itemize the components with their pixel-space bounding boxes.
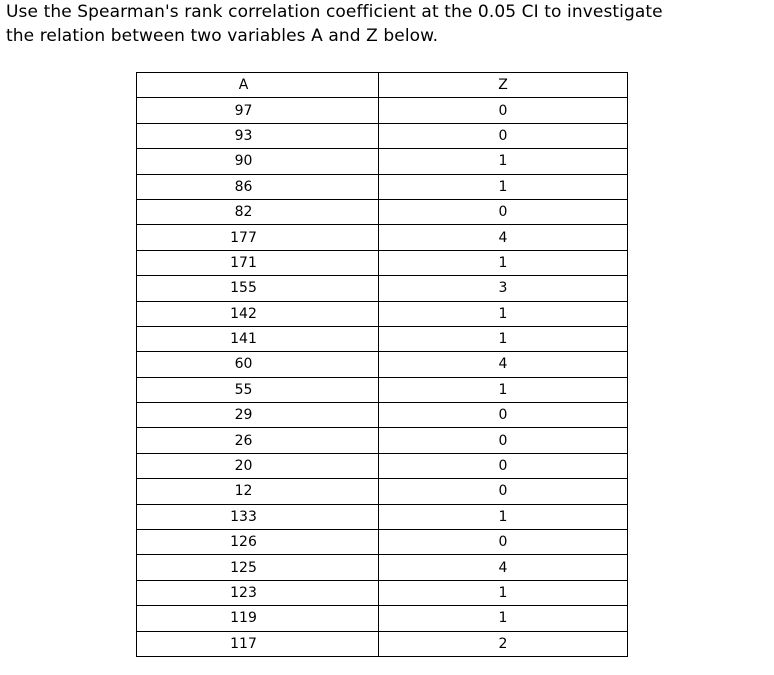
table-header-row (137, 73, 628, 98)
cell-a: 119 (137, 606, 379, 631)
cell-a: 117 (137, 631, 379, 656)
cell-a: 141 (137, 326, 379, 351)
question-line-2: the relation between two variables A and Z below. (6, 26, 439, 46)
table-row (137, 428, 628, 453)
question-line-1: Use the Spearman's rank correlation coefficient at the 0.05 CI to investigate (6, 2, 663, 22)
cell-a: 155 (137, 276, 379, 301)
cell-a: 55 (137, 377, 379, 402)
cell-z: 1 (379, 174, 628, 199)
cell-z: 1 (379, 580, 628, 605)
cell-a: 26 (137, 428, 379, 453)
table-row (137, 98, 628, 123)
table-row (137, 631, 628, 656)
table-row (137, 453, 628, 478)
table-row (137, 250, 628, 275)
cell-z: 1 (379, 377, 628, 402)
cell-z: 2 (379, 631, 628, 656)
cell-z: 4 (379, 352, 628, 377)
table-body (137, 98, 628, 657)
cell-a: 171 (137, 250, 379, 275)
cell-a: 82 (137, 199, 379, 224)
cell-z: 4 (379, 555, 628, 580)
column-header-z: Z (379, 73, 628, 98)
cell-z: 0 (379, 479, 628, 504)
cell-z: 0 (379, 530, 628, 555)
table-row (137, 326, 628, 351)
table-row (137, 174, 628, 199)
question-text (6, 0, 772, 48)
table-row (137, 403, 628, 428)
table-row (137, 504, 628, 529)
cell-z: 1 (379, 504, 628, 529)
table-row (137, 580, 628, 605)
cell-z: 0 (379, 98, 628, 123)
cell-z: 1 (379, 301, 628, 326)
cell-z: 1 (379, 149, 628, 174)
cell-a: 86 (137, 174, 379, 199)
cell-z: 0 (379, 453, 628, 478)
cell-z: 1 (379, 326, 628, 351)
cell-a: 90 (137, 149, 379, 174)
column-header-a: A (137, 73, 379, 98)
table-row (137, 352, 628, 377)
table-row (137, 225, 628, 250)
cell-a: 60 (137, 352, 379, 377)
table-row (137, 276, 628, 301)
cell-z: 0 (379, 123, 628, 148)
cell-a: 93 (137, 123, 379, 148)
table-row (137, 149, 628, 174)
cell-a: 12 (137, 479, 379, 504)
table-row (137, 199, 628, 224)
cell-z: 1 (379, 250, 628, 275)
cell-a: 126 (137, 530, 379, 555)
cell-a: 177 (137, 225, 379, 250)
cell-a: 123 (137, 580, 379, 605)
cell-z: 0 (379, 428, 628, 453)
table-row (137, 555, 628, 580)
table-row (137, 301, 628, 326)
cell-a: 97 (137, 98, 379, 123)
table-row (137, 123, 628, 148)
cell-z: 1 (379, 606, 628, 631)
cell-z: 0 (379, 403, 628, 428)
cell-z: 3 (379, 276, 628, 301)
cell-a: 29 (137, 403, 379, 428)
cell-a: 133 (137, 504, 379, 529)
cell-a: 20 (137, 453, 379, 478)
cell-z: 0 (379, 199, 628, 224)
cell-a: 125 (137, 555, 379, 580)
data-table (136, 72, 628, 657)
table-row (137, 479, 628, 504)
table-row (137, 606, 628, 631)
table-row (137, 377, 628, 402)
cell-z: 4 (379, 225, 628, 250)
cell-a: 142 (137, 301, 379, 326)
table-row (137, 530, 628, 555)
